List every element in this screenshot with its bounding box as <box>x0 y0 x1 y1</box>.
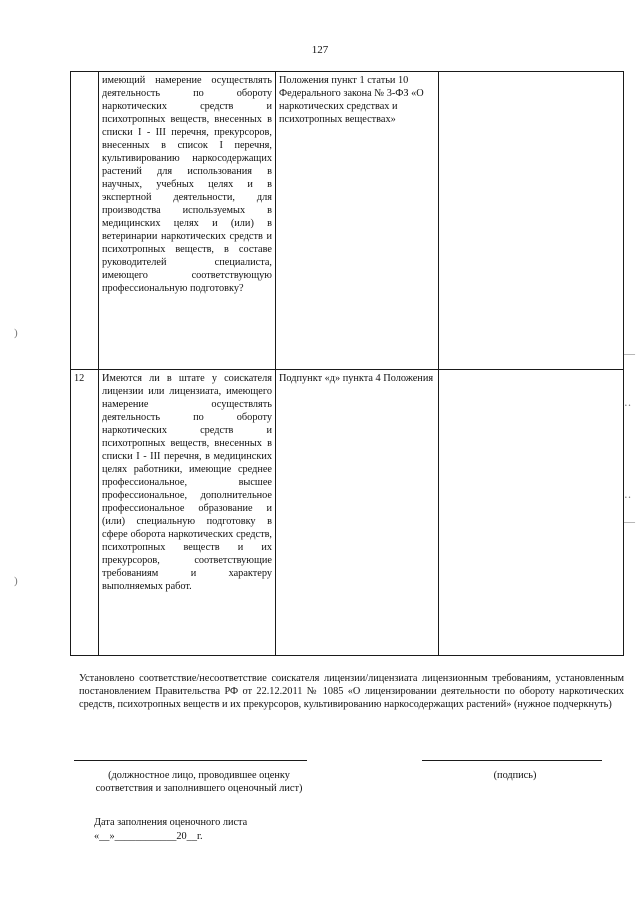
table-row <box>71 72 624 370</box>
fill-date-blank: «__»____________20__г. <box>94 831 203 842</box>
compliance-statement: Установлено соответствие/несоответствие соискателя лицензии/лицензиата лицензионным требованиям, установленным постановлением Правительства РФ от 22.12.2011 № 1085 «О лицензировании деятельности по обороту наркотических средств, психотропных веществ и их прекурсоров, культивированию наркосодержащих растений» (нужное подчеркнуть) <box>79 673 624 710</box>
scan-mark: ) <box>14 327 18 339</box>
row-number <box>71 72 99 370</box>
official-caption: (должностное лицо, проводившее оценку соответствия и заполнившего оценочный лист) <box>95 770 303 794</box>
scan-mark: ) <box>14 575 18 587</box>
legal-reference: Подпункт «д» пункта 4 Положения <box>276 370 439 656</box>
question-text: имеющий намерение осуществлять деятельность по обороту наркотических средств и психотропных веществ, внесенных в списки I - III перечня, прекурсоров, внесенных в список I перечня, культивированию наркосодержащих растений для использования в научных, учебных целях и в экспертной деятельности, для производства используемых в медицинских целях и (или) в ветеринарии наркотических средств и психотропных веществ, в составе руководителей специалиста, имеющего соответствующую профессиональную подготовку? <box>99 72 276 370</box>
scan-mark: — <box>624 516 635 528</box>
fill-date-label: Дата заполнения оценочного листа <box>94 817 248 828</box>
scan-mark: ‥ <box>624 489 632 501</box>
signature-line <box>422 760 602 761</box>
notes-cell <box>439 72 624 370</box>
table-row <box>71 370 624 656</box>
page-number: 127 <box>311 44 329 56</box>
question-text: Имеются ли в штате у соискателя лицензии или лицензиата, имеющего намерение осуществлять деятельность по обороту наркотических средств и психотропных веществ, внесенных в списки I - III перечня, в медицинских целях работники, имеющие среднее профессиональное, высшее профессиональное, дополнительное профессиональное образование и (или) специальную подготовку в сфере оборота наркотических средств, психотропных веществ и их прекурсоров, соответствующие требованиям и характеру выполняемых работ. <box>99 370 276 656</box>
scan-mark: — <box>624 348 635 360</box>
assessment-table <box>70 71 624 656</box>
legal-reference: Положения пункт 1 статьи 10 Федерального закона № 3-ФЗ «О наркотических средствах и психотропных веществах» <box>276 72 439 370</box>
signature-caption: (подпись) <box>493 770 537 781</box>
scan-mark: ‥ <box>624 397 632 409</box>
notes-cell <box>439 370 624 656</box>
row-number: 12 <box>71 370 99 656</box>
official-signature-line <box>74 760 307 761</box>
